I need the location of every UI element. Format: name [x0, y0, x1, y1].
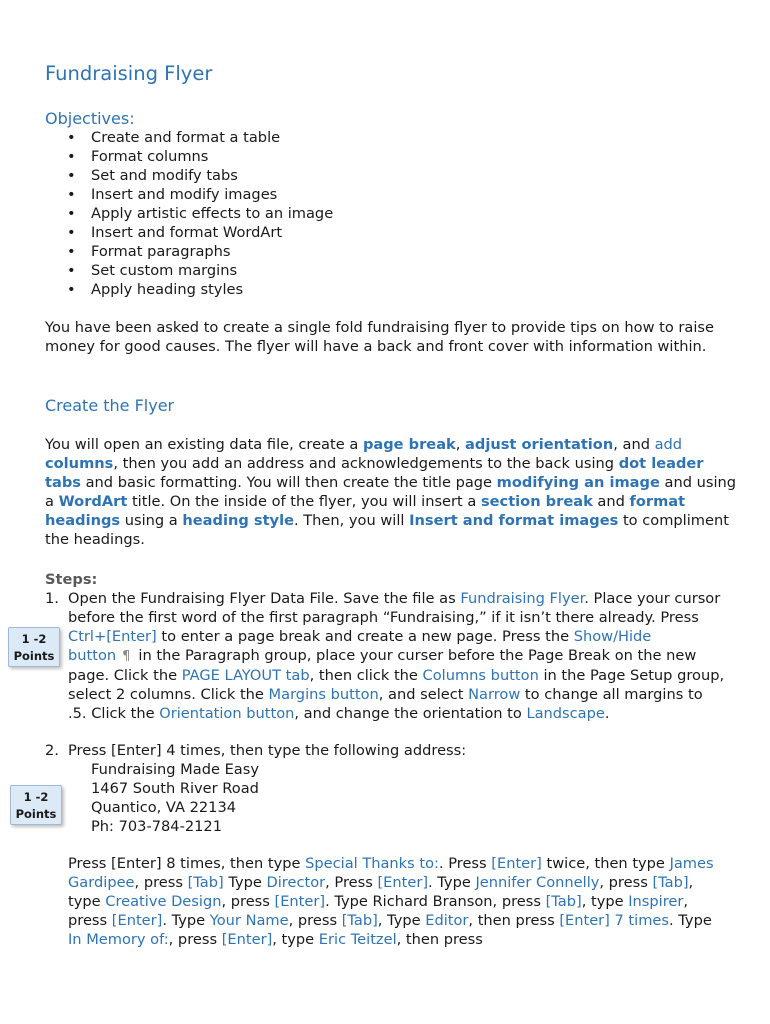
text-run: , Press — [325, 874, 378, 891]
pilcrow-icon: ¶ — [122, 649, 131, 664]
landscape-option-ref: Landscape — [526, 705, 605, 722]
key-ref: [Tab] — [545, 893, 582, 910]
points-badge — [8, 627, 60, 667]
text-run: , then click the — [309, 667, 423, 684]
objectives-list — [45, 128, 333, 299]
step-number: 2. — [45, 742, 59, 759]
step-1 — [45, 589, 725, 723]
keyword: heading style — [182, 512, 294, 529]
step-text: Press [Enter] 4 times, then type the following address: — [68, 742, 467, 759]
text-run: . Type — [669, 912, 712, 929]
text-run: and — [592, 493, 630, 510]
text-run: twice, then type — [541, 855, 670, 872]
step-body — [68, 589, 725, 723]
steps-heading: Steps: — [45, 571, 98, 588]
text-run: to compliment the headings. — [45, 512, 729, 548]
shortcut: Ctrl+[Enter] — [68, 628, 157, 645]
intro-paragraph: You have been asked to create a single fold fundraising flyer to provide tips on how to raise money for good causes. The flyer will have a back and front cover with information within. — [45, 319, 715, 355]
text-run: . Type — [162, 912, 210, 929]
document-title: Fundraising Flyer — [45, 62, 213, 85]
text-run: , press — [168, 931, 222, 948]
text-run: to enter a page break and create a new page. Press the — [156, 628, 574, 645]
text-run: title. On the inside of the flyer, you will insert a — [127, 493, 481, 510]
acknowledgements-paragraph — [68, 854, 728, 949]
badge-range: 1 -2 — [23, 790, 49, 804]
step-body — [68, 741, 725, 836]
text-run: , and — [613, 436, 655, 453]
text-run: , type — [272, 931, 319, 948]
points-badge — [10, 785, 62, 825]
text-run: Press [Enter] 8 times, then type — [68, 855, 306, 872]
objective-item: • Apply artistic effects to an image — [45, 204, 333, 223]
text-run: , and select — [378, 686, 469, 703]
text-run: , — [455, 436, 466, 453]
step-number: 1. — [45, 590, 59, 607]
keyword: modifying an image — [496, 474, 660, 491]
key-ref: [Tab] — [652, 874, 689, 891]
keyword: WordArt — [58, 493, 128, 510]
text-run: in the Page Setup group, select 2 columns. Click the — [68, 667, 725, 703]
objective-item: • Set and modify tabs — [45, 166, 333, 185]
text-run: You will open an existing data file, create a — [45, 436, 363, 453]
text-run: Type — [223, 874, 267, 891]
narrow-option-ref: Narrow — [468, 686, 521, 703]
objectives-heading: Objectives: — [45, 109, 135, 128]
objective-item: • Format paragraphs — [45, 242, 333, 261]
text-run: to change all margins to .5. Click the — [68, 686, 703, 722]
text-run: , press — [288, 912, 342, 929]
typed-text: Inspirer — [628, 893, 684, 910]
keyword: Insert and format images — [409, 512, 619, 529]
text-run: , and change the orientation to — [294, 705, 527, 722]
text-run: . Type — [428, 874, 476, 891]
badge-range: 1 -2 — [21, 632, 47, 646]
objective-item: • Format columns — [45, 147, 333, 166]
keyword: add — [654, 436, 683, 453]
key-ref: [Tab] — [187, 874, 224, 891]
objective-item: • Set custom margins — [45, 261, 333, 280]
objective-item: • Insert and modify images — [45, 185, 333, 204]
objective-item: • Create and format a table — [45, 128, 333, 147]
step-2 — [45, 741, 725, 836]
badge-label: Points — [15, 807, 57, 821]
keyword: adjust orientation — [465, 436, 614, 453]
keyword: section break — [480, 493, 593, 510]
typed-text: James Gardipee — [68, 855, 714, 891]
columns-button-ref: Columns button — [422, 667, 539, 684]
key-ref: [Enter] — [491, 855, 542, 872]
typed-text: Your Name — [209, 912, 289, 929]
key-ref: [Enter] — [274, 893, 326, 910]
text-run: , type — [581, 893, 629, 910]
typed-text: Jennifer Connelly — [475, 874, 600, 891]
address-line: Ph: 703-784-2121 — [91, 818, 222, 835]
objective-item: • Insert and format WordArt — [45, 223, 333, 242]
text-run: , Type — [377, 912, 426, 929]
typed-text: Creative Design — [105, 893, 222, 910]
text-run: . Type Richard Branson, press — [325, 893, 546, 910]
create-flyer-heading: Create the Flyer — [45, 396, 175, 415]
text-run: , press — [221, 893, 275, 910]
key-ref: [Tab] — [341, 912, 378, 929]
text-run: . — [604, 705, 610, 722]
typed-text: Editor — [425, 912, 469, 929]
text-run: Open the Fundraising Flyer Data File. Save the file as — [68, 590, 461, 607]
text-run: , press — [134, 874, 188, 891]
key-ref: [Enter] — [221, 931, 273, 948]
text-run: , press — [599, 874, 653, 891]
key-ref: [Enter] — [377, 874, 429, 891]
typed-text: In Memory of: — [68, 931, 169, 948]
text-run: . Place your cursor before the first word of the first paragraph “Fundraising,” if it isn’t there already. Press — [68, 590, 721, 626]
address-line: 1467 South River Road — [91, 780, 259, 797]
objective-item: • Apply heading styles — [45, 280, 333, 299]
text-run: in the Paragraph group, place your curser before the Page Break on the new page. Click the — [68, 647, 697, 684]
typed-text: Eric Teitzel — [318, 931, 397, 948]
badge-label: Points — [13, 649, 55, 663]
keyword: format headings — [45, 493, 686, 529]
address-block — [91, 760, 725, 836]
text-run: , then you add an address and acknowledgements to the back using — [113, 455, 619, 472]
text-run: , then press — [396, 931, 483, 948]
text-run: and using a — [45, 474, 737, 510]
text-run: and basic formatting. You will then create the title page — [80, 474, 497, 491]
address-line: Quantico, VA 22134 — [91, 799, 237, 816]
keyword: page break — [362, 436, 456, 453]
page-layout-tab-ref: PAGE LAYOUT tab — [181, 667, 310, 684]
text-run: . Press — [438, 855, 492, 872]
margins-button-ref: Margins button — [268, 686, 379, 703]
key-ref: [Enter] — [111, 912, 163, 929]
orientation-button-ref: Orientation button — [159, 705, 295, 722]
text-run: using a — [120, 512, 183, 529]
text-run: , press — [68, 893, 689, 929]
key-ref: [Enter] 7 times — [559, 912, 670, 929]
keyword: columns — [45, 455, 114, 472]
text-run: , type — [68, 874, 694, 910]
show-hide-button-ref: Show/Hide button — [68, 628, 652, 664]
text-run: . Then, you will — [293, 512, 410, 529]
keyword: dot leader tabs — [45, 455, 704, 491]
overview-paragraph — [45, 435, 737, 549]
text-run: , then press — [468, 912, 560, 929]
file-name: Fundraising Flyer — [460, 590, 585, 607]
typed-text: Special Thanks to: — [305, 855, 439, 872]
address-line: Fundraising Made Easy — [91, 761, 259, 778]
typed-text: Director — [266, 874, 326, 891]
